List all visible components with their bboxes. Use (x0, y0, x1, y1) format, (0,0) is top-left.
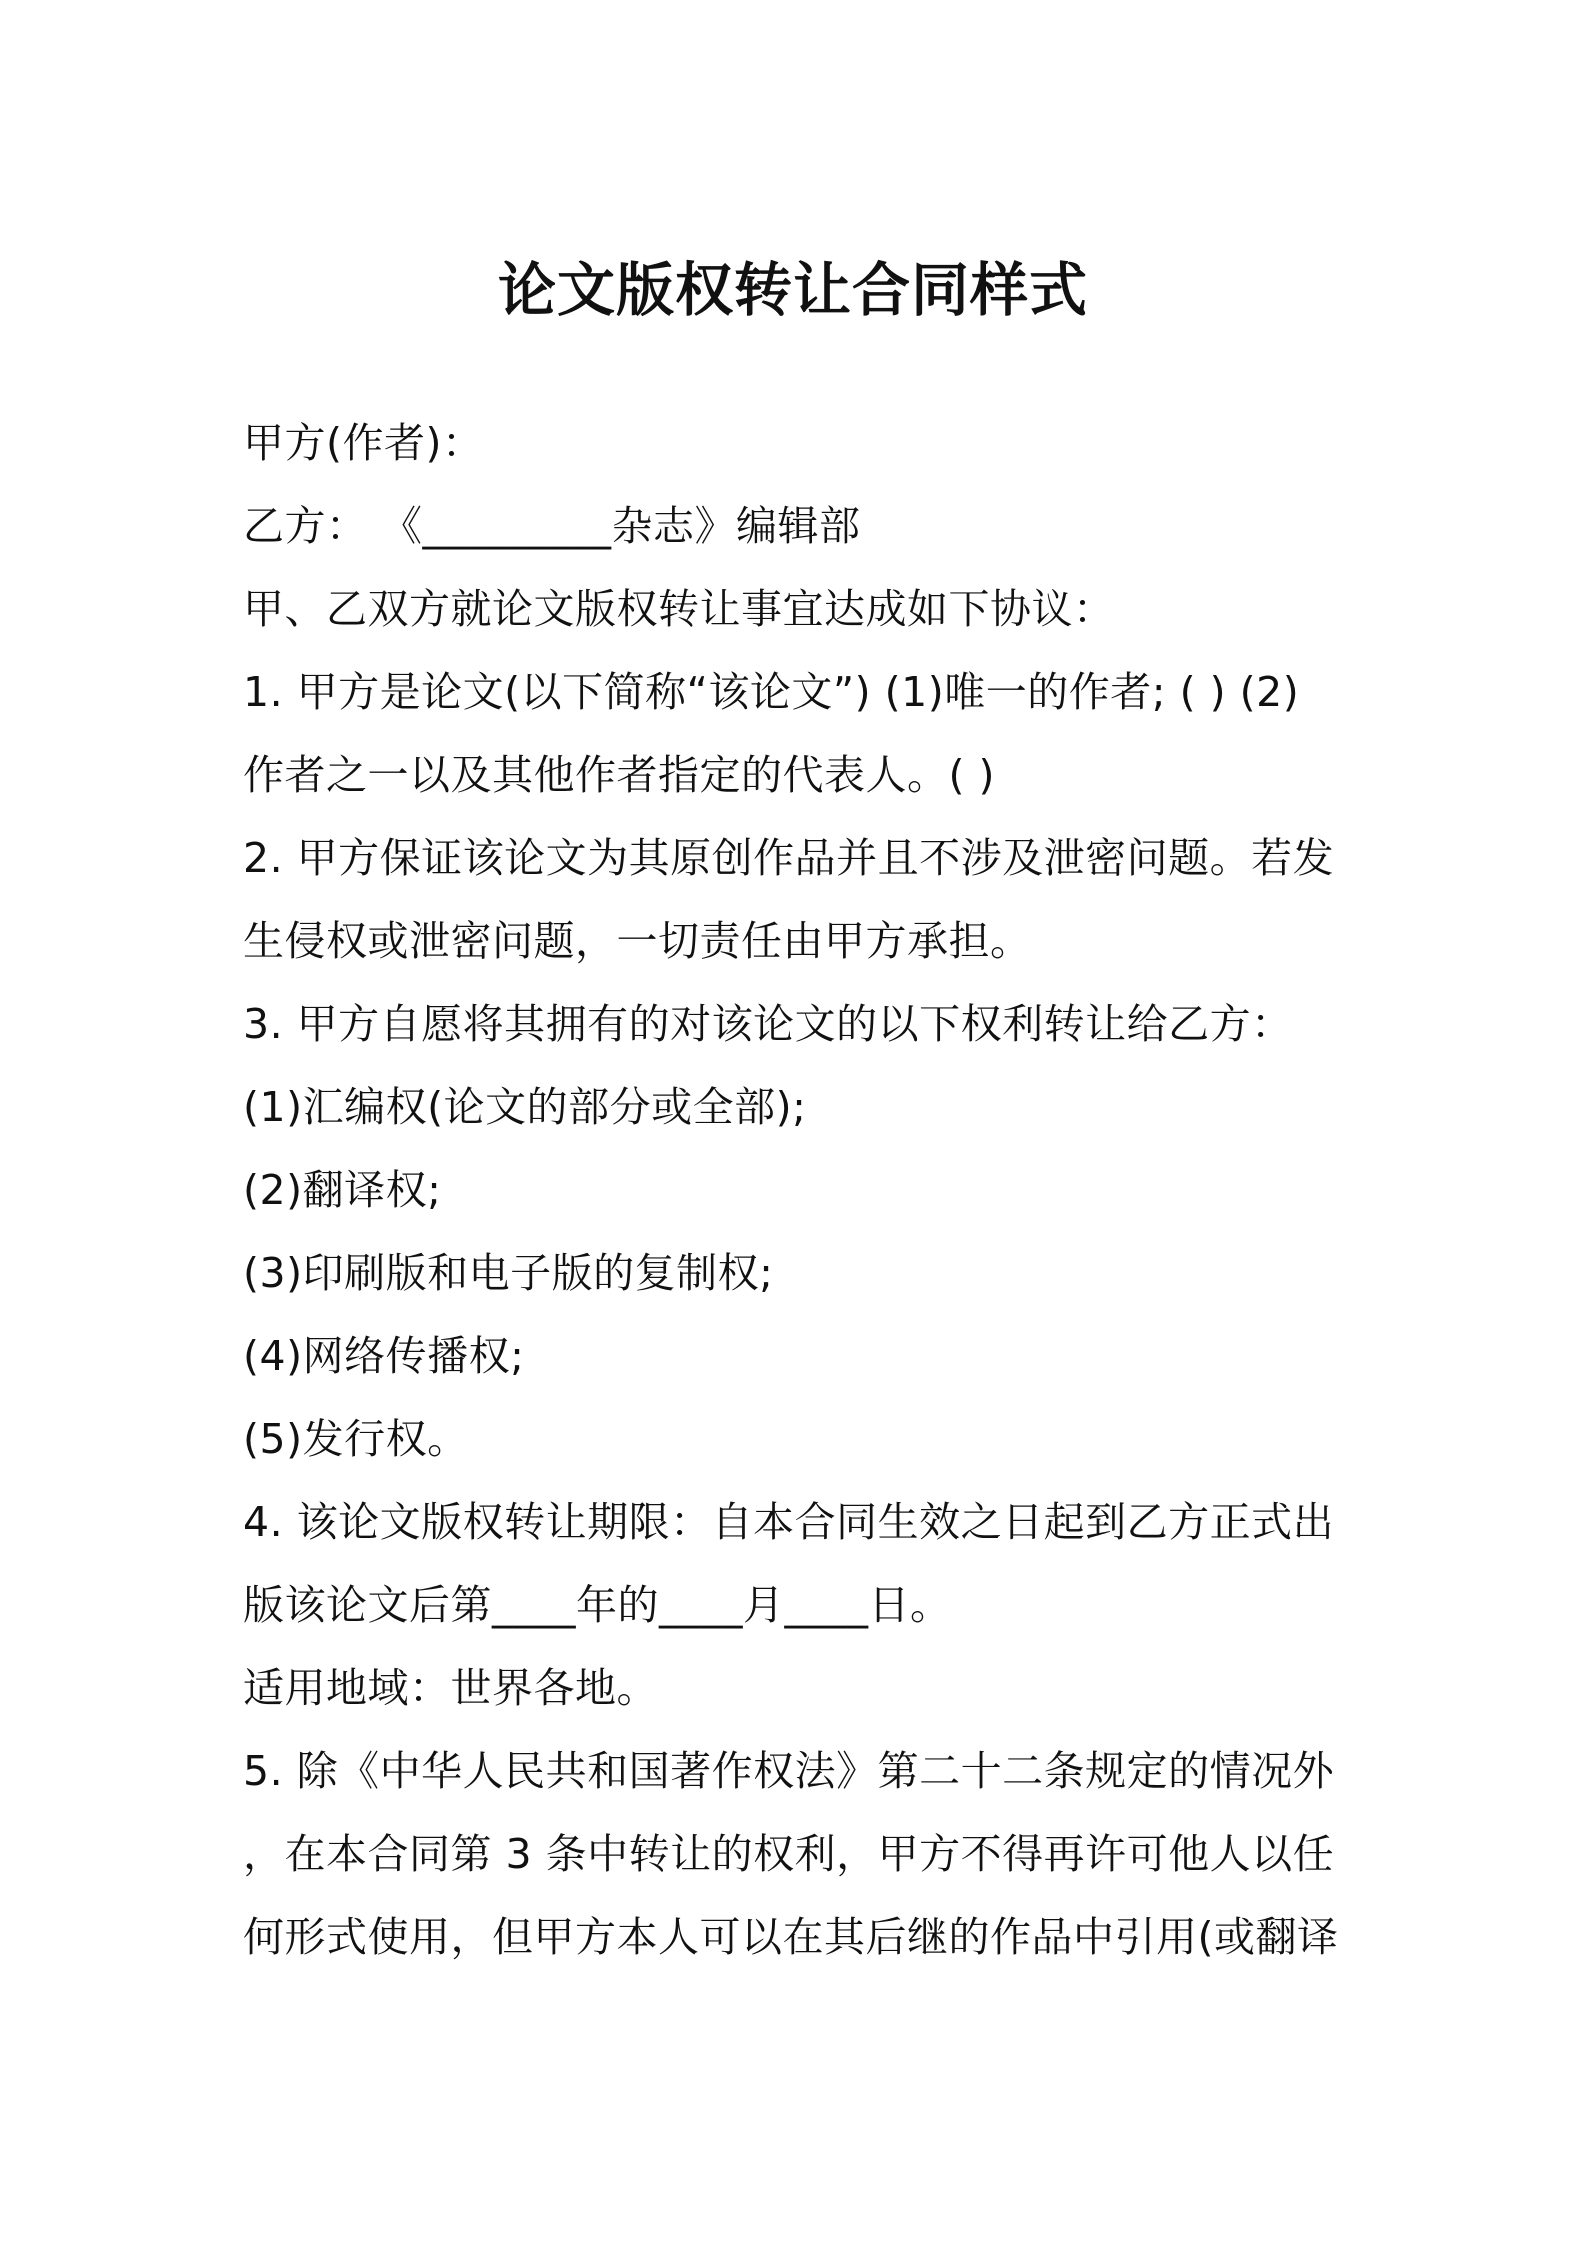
clause-5-line-3: 何形式使用，但甲方本人可以在其后继的作品中引用(或翻译 (243, 1913, 1339, 1961)
clause-1-line-1: 1. 甲方是论文(以下简称“该论文”) (1)唯一的作者; ( ) (2) (243, 668, 1300, 716)
territory-line: 适用地域：世界各地。 (243, 1664, 658, 1712)
clause-5-line-2: ，在本合同第 3 条中转让的权利，甲方不得再许可他人以任 (243, 1830, 1335, 1878)
clause-4-line-1: 4. 该论文版权转让期限：自本合同生效之日起到乙方正式出 (243, 1498, 1335, 1546)
party-b-line: 乙方： 《_________杂志》编辑部 (243, 502, 861, 550)
clause-4-line-2: 版该论文后第____年的____月____日。 (243, 1581, 952, 1629)
right-item-4: (4)网络传播权; (243, 1332, 525, 1380)
right-item-5: (5)发行权。 (243, 1415, 469, 1463)
right-item-1: (1)汇编权(论文的部分或全部); (243, 1083, 807, 1131)
party-a-line: 甲方(作者)： (243, 419, 484, 467)
agreement-intro-line: 甲、乙双方就论文版权转让事宜达成如下协议： (243, 585, 1115, 633)
document-title: 论文版权转让合同样式 (497, 256, 1088, 324)
clause-2-line-1: 2. 甲方保证该论文为其原创作品并且不涉及泄密问题。若发 (243, 834, 1335, 882)
clause-1-line-2: 作者之一以及其他作者指定的代表人。( ) (243, 751, 996, 799)
clause-2-line-2: 生侵权或泄密问题，一切责任由甲方承担。 (243, 917, 1032, 965)
clause-5-line-1: 5. 除《中华人民共和国著作权法》第二十二条规定的情况外 (243, 1747, 1335, 1795)
right-item-2: (2)翻译权; (243, 1166, 442, 1214)
right-item-3: (3)印刷版和电子版的复制权; (243, 1249, 774, 1297)
clause-3-line: 3. 甲方自愿将其拥有的对该论文的以下权利转让给乙方： (243, 1000, 1293, 1048)
